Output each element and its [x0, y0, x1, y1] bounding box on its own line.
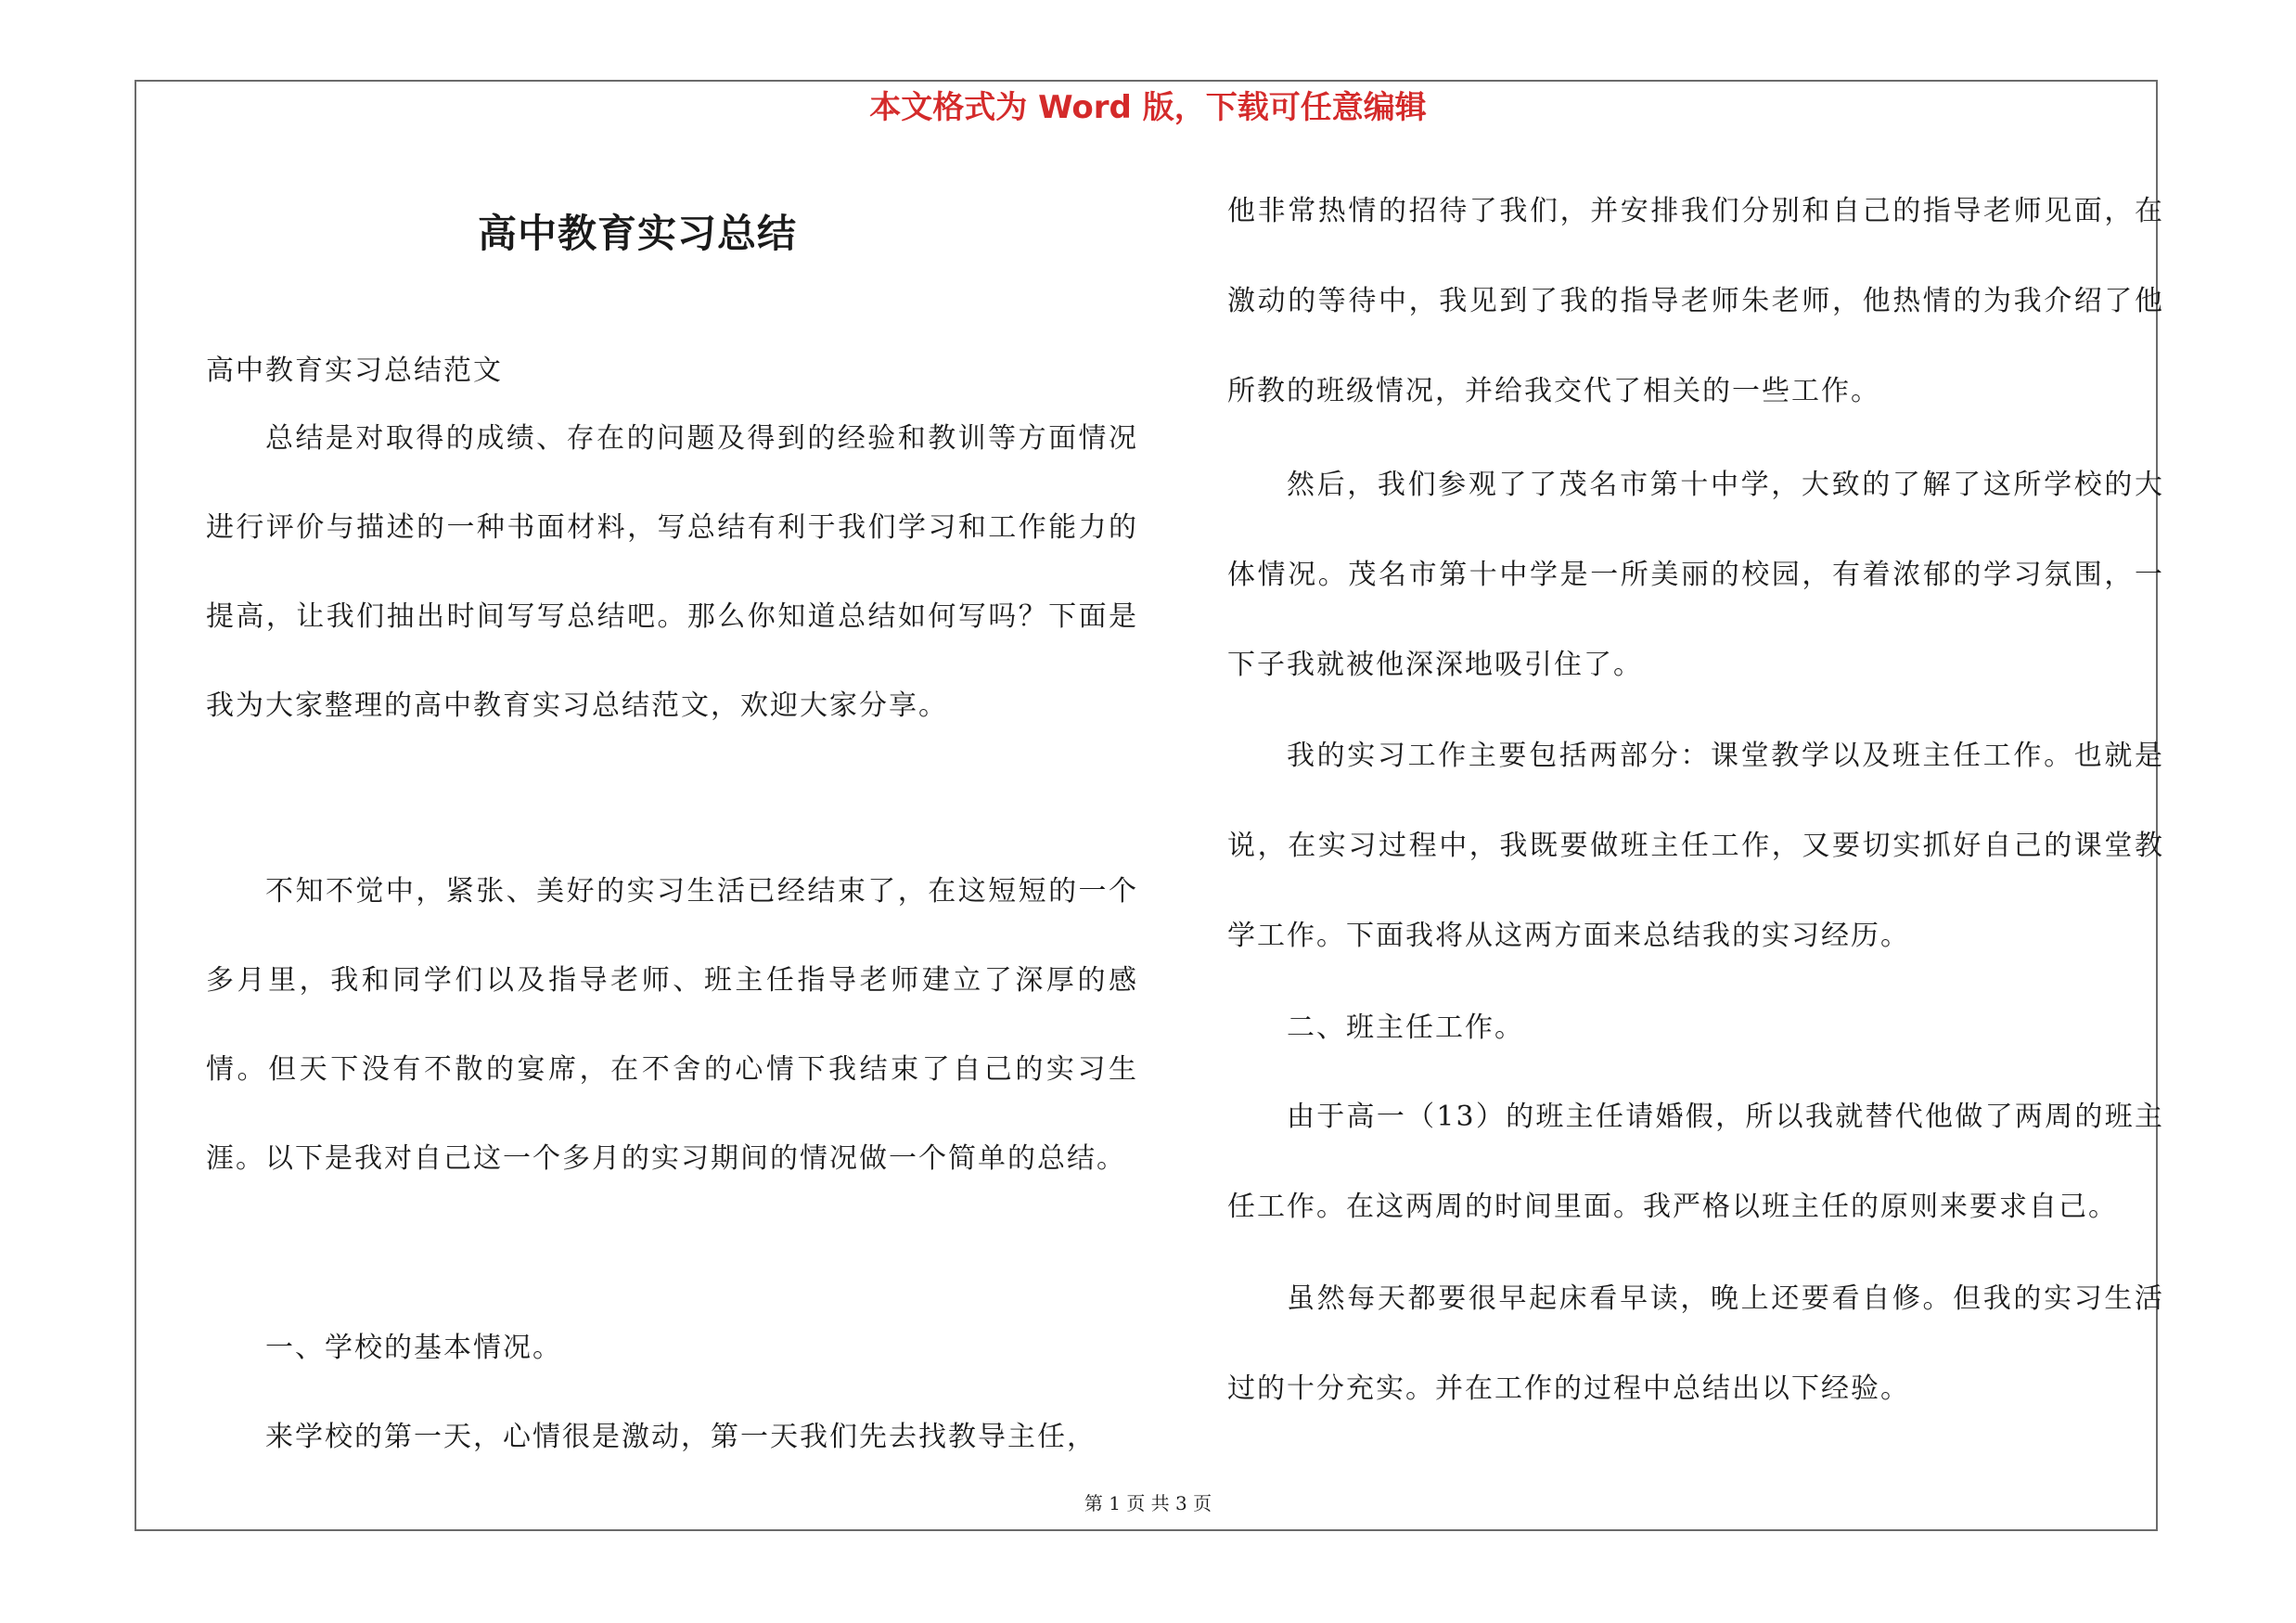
paragraph: 我的实习工作主要包括两部分：课堂教学以及班主任工作。也就是说，在实习过程中，我既要做班主任工作，又要切实抓好自己的课堂教学工作。下面我将从这两方面来总结我的实习经历。 [1227, 740, 2164, 952]
paragraph: 然后，我们参观了了茂名市第十中学，大致的了解了这所学校的大体情况。茂名市第十中学是一所美丽的校园，有着浓郁的学习氛围，一下子我就被他深深地吸引住了。 [1227, 469, 2164, 681]
paragraph: 不知不觉中，紧张、美好的实习生活已经结束了，在这短短的一个多月里，我和同学们以及指导老师、班主任指导老师建立了深厚的感情。但天下没有不散的宴席，在不舍的心情下我结束了自己的实习生涯。以下是我对自己这一个多月的实习期间的情况做一个简单的总结。 [206, 875, 1138, 1175]
paragraph: 总结是对取得的成绩、存在的问题及得到的经验和教训等方面情况进行评价与描述的一种书面材料，写总结有利于我们学习和工作能力的提高，让我们抽出时间写写总结吧。那么你知道总结如何写吗？下面是我为大家整理的高中教育实习总结范文，欢迎大家分享。 [206, 422, 1138, 722]
paragraph: 虽然每天都要很早起床看早读，晚上还要看自修。但我的实习生活过的十分充实。并在工作的过程中总结出以下经验。 [1227, 1282, 2164, 1405]
paragraph: 来学校的第一天，心情很是激动，第一天我们先去找教导主任， [265, 1421, 1097, 1453]
page-number: 第 1 页 共 3 页 [1084, 1492, 1212, 1514]
section-heading: 二、班主任工作。 [1287, 1011, 1524, 1044]
document-title: 高中教育实习总结 [477, 211, 797, 256]
paragraph: 他非常热情的招待了我们，并安排我们分别和自己的指导老师见面，在激动的等待中，我见到了我的指导老师朱老师，他热情的为我介绍了他所教的班级情况，并给我交代了相关的一些工作。 [1227, 195, 2164, 407]
format-banner: 本文格式为 Word 版，下载可任意编辑 [869, 89, 1427, 126]
paragraph: 由于高一（13）的班主任请婚假，所以我就替代他做了两周的班主任工作。在这两周的时间里面。我严格以班主任的原则来要求自己。 [1227, 1101, 2164, 1223]
subtitle: 高中教育实习总结范文 [206, 354, 503, 387]
section-heading: 一、学校的基本情况。 [265, 1332, 562, 1364]
